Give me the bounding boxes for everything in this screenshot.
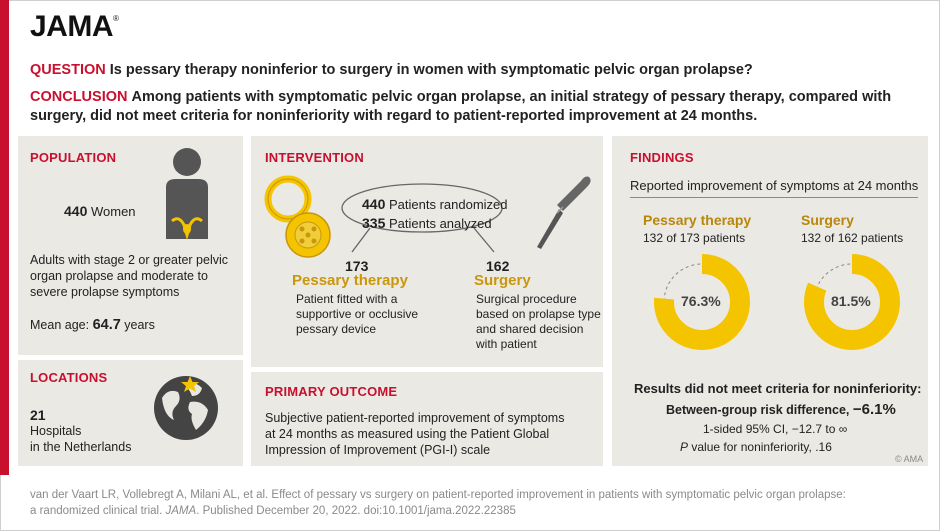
mean-age-label: Mean age: bbox=[30, 318, 90, 332]
pessary-device-icon bbox=[262, 173, 337, 261]
outcome-line: Impression of Improvement (PGI-I) scale bbox=[265, 443, 491, 457]
analyzed-line bbox=[362, 215, 492, 232]
surgery-finding-sub: 132 of 162 patients bbox=[801, 231, 904, 245]
citation-journal: JAMA bbox=[165, 505, 197, 517]
primary-outcome-text bbox=[265, 410, 564, 458]
population-title: POPULATION bbox=[30, 150, 117, 165]
randomized-number: 440 bbox=[362, 196, 386, 212]
confidence-interval: 1-sided 95% CI, −12.7 to ∞ bbox=[703, 422, 848, 436]
surgery-description bbox=[476, 292, 601, 352]
analyzed-label: Patients analyzed bbox=[388, 216, 492, 231]
surgery-title: Surgery bbox=[474, 272, 531, 289]
p-value-line bbox=[680, 439, 832, 455]
risk-difference-value: −6.1% bbox=[852, 401, 896, 418]
question-text: Is pessary therapy noninferior to surgery in women with symptomatic pelvic organ prolapse? bbox=[109, 62, 753, 78]
scalpel-icon bbox=[533, 173, 595, 253]
findings-divider bbox=[630, 197, 918, 198]
question-line bbox=[30, 62, 753, 78]
conclusion-label: CONCLUSION bbox=[30, 89, 128, 105]
citation-line1: van der Vaart LR, Vollebregt A, Milani AL, et al. Effect of pessary vs surgery on patient-reported improvement in patients with symptomatic pelvic organ prolapse: bbox=[30, 489, 846, 501]
findings-title: FINDINGS bbox=[630, 150, 694, 165]
pessary-desc-line: Patient fitted with a bbox=[296, 292, 398, 306]
pessary-desc-line: supportive or occlusive bbox=[296, 307, 419, 321]
mean-age-unit: years bbox=[124, 318, 155, 332]
surgery-desc-line: and shared decision bbox=[476, 322, 584, 336]
question-label: QUESTION bbox=[30, 62, 106, 78]
surgery-count: 162 bbox=[486, 258, 510, 274]
findings-subtitle: Reported improvement of symptoms at 24 months bbox=[630, 178, 919, 193]
pessary-count: 173 bbox=[345, 258, 369, 274]
outcome-line: Subjective patient-reported improvement of symptoms bbox=[265, 411, 565, 425]
p-italic: P bbox=[680, 440, 689, 454]
mean-age-value: 64.7 bbox=[92, 317, 121, 333]
outcome-line: at 24 months as measured using the Patient Global bbox=[265, 427, 550, 441]
locations-line1: Hospitals bbox=[30, 424, 82, 438]
population-count-number: 440 bbox=[64, 203, 88, 219]
citation-post: . Published December 20, 2022. doi:10.1001/jama.2022.22385 bbox=[196, 505, 516, 517]
conclusion-text: Among patients with symptomatic pelvic organ prolapse, an initial strategy of pessary therapy, compared with surgery, did not meet criteria for noninferiority with regard to patient-reported improvement at 24 months. bbox=[30, 89, 892, 124]
globe-icon bbox=[150, 370, 222, 442]
analyzed-number: 335 bbox=[362, 215, 386, 231]
locations-title: LOCATIONS bbox=[30, 370, 108, 385]
surgery-percent: 81.5% bbox=[831, 293, 871, 309]
surgery-desc-line: based on prolapse type bbox=[476, 307, 601, 321]
population-description: Adults with stage 2 or greater pelvic organ prolapse and moderate to severe prolapse symptoms bbox=[30, 253, 229, 299]
pessary-finding-label: Pessary therapy bbox=[643, 212, 752, 228]
locations-count: 21 bbox=[30, 407, 46, 423]
surgery-desc-line: Surgical procedure bbox=[476, 292, 577, 306]
intervention-title: INTERVENTION bbox=[265, 150, 364, 165]
pessary-finding-sub: 132 of 173 patients bbox=[643, 231, 746, 245]
citation bbox=[30, 487, 920, 519]
randomized-label: Patients randomized bbox=[388, 197, 508, 212]
surgery-desc-line: with patient bbox=[476, 337, 537, 351]
locations-line2: in the Netherlands bbox=[30, 440, 132, 454]
citation-pre: a randomized clinical trial. bbox=[30, 505, 163, 517]
risk-difference-line bbox=[666, 402, 896, 418]
accent-bar bbox=[0, 0, 9, 475]
primary-outcome-title: PRIMARY OUTCOME bbox=[265, 384, 398, 399]
woman-figure-icon bbox=[162, 143, 212, 243]
randomized-line bbox=[362, 196, 508, 213]
surgery-finding-label: Surgery bbox=[801, 212, 854, 228]
pessary-desc-line: pessary device bbox=[296, 322, 377, 336]
jama-logo: JAMA® bbox=[30, 10, 119, 43]
pessary-title: Pessary therapy bbox=[292, 272, 408, 289]
noninferiority-result: Results did not meet criteria for noninferiority: bbox=[634, 381, 922, 396]
p-value-text: value for noninferiority, .16 bbox=[691, 440, 832, 454]
copyright: © AMA bbox=[895, 454, 924, 464]
mean-age bbox=[30, 317, 155, 333]
conclusion-line bbox=[30, 88, 920, 126]
pessary-description bbox=[296, 292, 418, 337]
citation-line2 bbox=[30, 503, 920, 519]
pessary-percent: 76.3% bbox=[681, 293, 721, 309]
risk-difference-label: Between-group risk difference, bbox=[666, 403, 850, 417]
population-count-label: Women bbox=[90, 204, 136, 219]
population-count bbox=[64, 203, 136, 219]
